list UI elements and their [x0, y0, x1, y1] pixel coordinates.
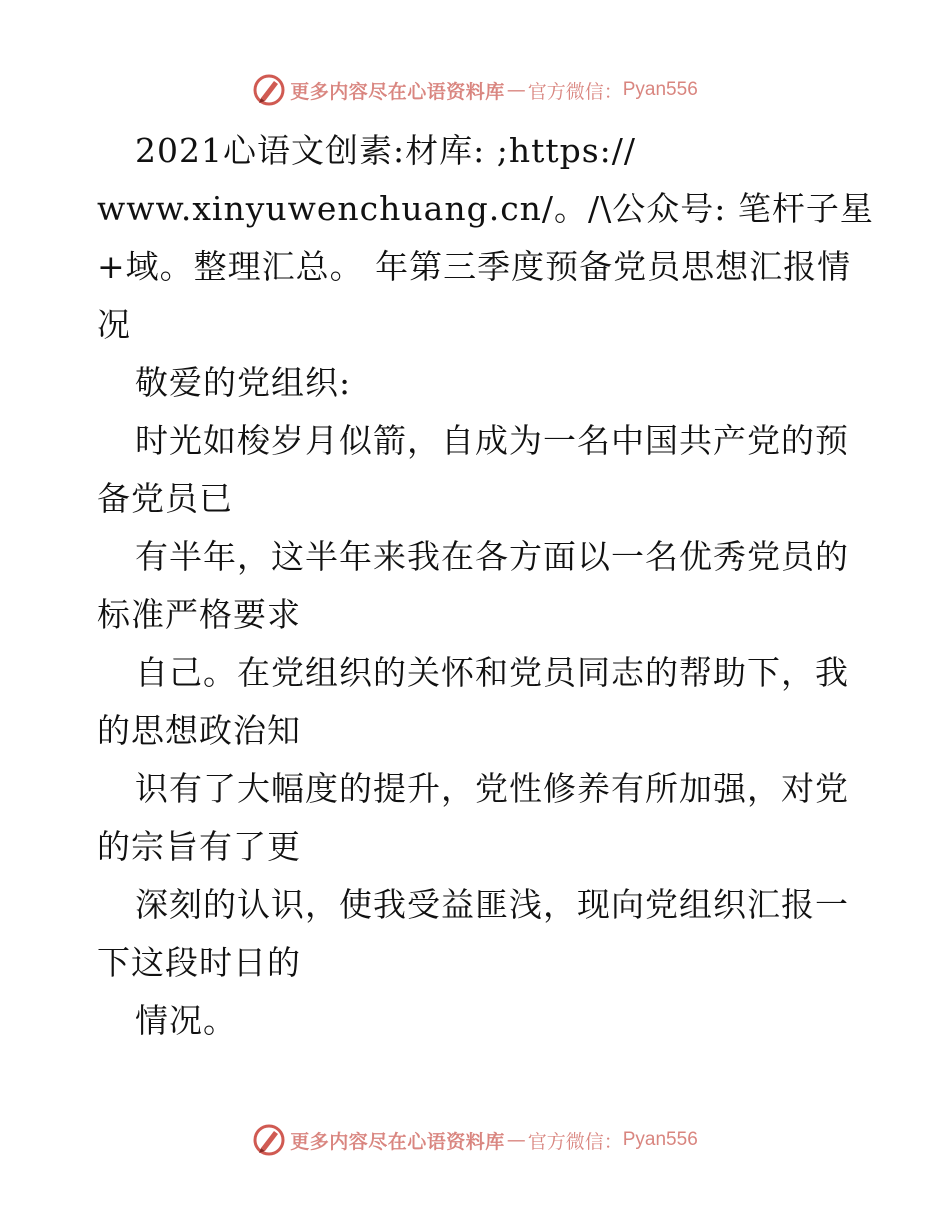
- banner-wechat-id: Pyan556: [622, 79, 698, 100]
- text-line: +域。整理汇总。 年第三季度预备党员思想汇报情: [97, 247, 852, 286]
- text-line: 下这段时日的: [97, 943, 301, 982]
- pen-logo-icon: [252, 73, 286, 107]
- text-line: www.xinyuwenchuang.cn/。/\公众号: 笔杆子星: [97, 189, 874, 228]
- banner-separator: —: [506, 79, 526, 101]
- banner-main-text: 更多内容尽在心语资料库: [290, 1130, 505, 1153]
- text-line: 有半年，这半年来我在各方面以一名优秀党员的: [135, 537, 849, 576]
- text-line: 备党员已: [97, 479, 233, 518]
- text-line: 的宗旨有了更: [97, 827, 301, 866]
- pen-logo-icon: [252, 1123, 286, 1157]
- banner-separator: —: [506, 1129, 526, 1151]
- text-line: 的思想政治知: [97, 711, 301, 750]
- text-line: 况: [97, 305, 131, 344]
- text-line: 敬爱的党组织:: [135, 363, 352, 402]
- text-line: 时光如梭岁月似箭，自成为一名中国共产党的预: [135, 421, 849, 460]
- text-line: 自己。在党组织的关怀和党员同志的帮助下，我: [135, 653, 849, 692]
- banner-official-text: 官方微信：: [527, 80, 623, 103]
- text-line: 标准严格要求: [97, 595, 301, 634]
- text-line: 深刻的认识，使我受益匪浅，现向党组织汇报一: [135, 885, 849, 924]
- text-line: 情况。: [135, 1001, 237, 1040]
- banner-wechat-id: Pyan556: [622, 1129, 698, 1150]
- footer-banner: [0, 1120, 950, 1160]
- header-banner: [0, 70, 950, 110]
- banner-main-text: 更多内容尽在心语资料库: [290, 80, 505, 103]
- text-line: 识有了大幅度的提升，党性修养有所加强，对党: [135, 769, 849, 808]
- document-body: [97, 122, 874, 1050]
- text-line: 2021心语文创素:材库: ;https://: [135, 131, 637, 170]
- banner-official-text: 官方微信：: [527, 1130, 623, 1153]
